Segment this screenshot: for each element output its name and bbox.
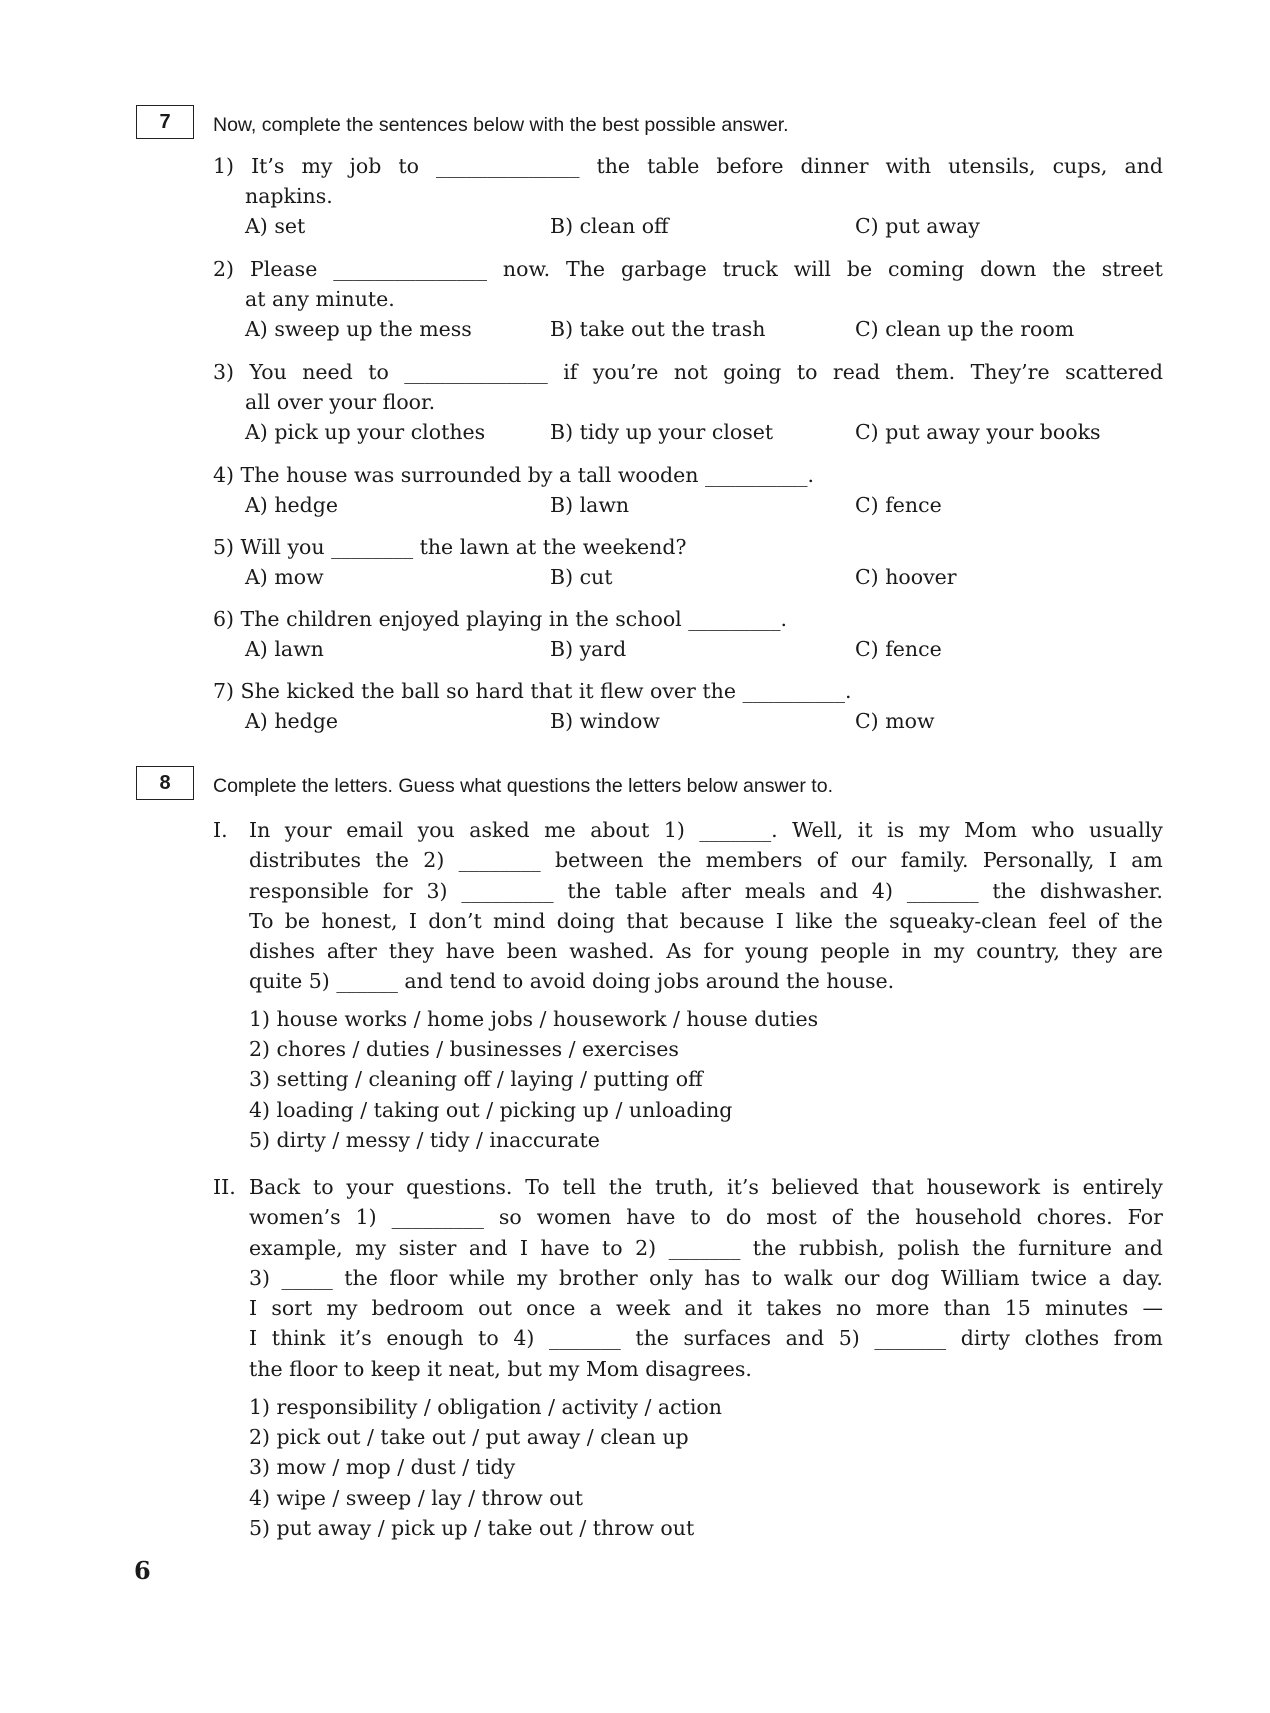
letter-word: housework bbox=[926, 1175, 1040, 1199]
answer-option: C) put away bbox=[855, 214, 980, 238]
letter-word: enough bbox=[386, 1326, 464, 1351]
letter-word: sort bbox=[271, 1296, 313, 1321]
question-word: not bbox=[673, 360, 708, 384]
answer-option: B) lawn bbox=[550, 493, 630, 517]
letter-word: that bbox=[871, 1175, 914, 1199]
letter-word: the bbox=[866, 1205, 901, 1230]
letter-word: For bbox=[1127, 1205, 1163, 1230]
question-line bbox=[213, 357, 1163, 387]
letter-word: that bbox=[626, 908, 669, 933]
word-choice-line: 5) dirty / messy / tidy / inaccurate bbox=[249, 1127, 600, 1152]
letter-word: twice bbox=[1031, 1265, 1088, 1290]
letter-word: after bbox=[326, 939, 377, 964]
letter-word: from bbox=[1113, 1326, 1163, 1351]
letter-word: our bbox=[844, 1265, 880, 1290]
letter-word: my bbox=[326, 1296, 358, 1321]
letter-word: the bbox=[635, 1326, 669, 1351]
letter-word: email bbox=[346, 818, 404, 842]
question-continuation: at any minute. bbox=[245, 287, 395, 311]
question-continuation: napkins. bbox=[245, 184, 333, 208]
answer-option: B) clean off bbox=[550, 214, 669, 238]
word-choice-line: 2) chores / duties / businesses / exercises bbox=[249, 1037, 679, 1062]
question-word: table bbox=[647, 154, 700, 178]
letter-word: I bbox=[408, 908, 417, 933]
letter-word: have bbox=[445, 939, 495, 964]
answer-option: A) mow bbox=[245, 565, 324, 589]
question-4 bbox=[213, 460, 1163, 520]
letter-word: ________ bbox=[458, 848, 541, 873]
exercise-8-instruction: Complete the letters. Guess what questions the letters below answer to. bbox=[213, 775, 833, 797]
letter-word: of bbox=[831, 1205, 852, 1230]
letter-word: 1) bbox=[355, 1205, 377, 1230]
letter-word: for bbox=[703, 939, 734, 964]
word-choice-line: 1) house works / home jobs / housework / house duties bbox=[249, 1007, 819, 1031]
letter-word: feel bbox=[1048, 908, 1087, 933]
letter-word: As bbox=[666, 939, 692, 964]
word-choice-line: 3) mow / mop / dust / tidy bbox=[249, 1455, 516, 1480]
letter-roman-numeral: II. bbox=[213, 1175, 236, 1199]
letter-word: chores. bbox=[1036, 1205, 1113, 1230]
letter-word: family. bbox=[900, 848, 969, 873]
letter-word: responsible bbox=[249, 878, 370, 903]
question-word: 2) bbox=[213, 257, 235, 281]
letter-word: squeaky-clean bbox=[889, 908, 1037, 933]
question-word: down bbox=[980, 257, 1037, 281]
letter-word: than bbox=[943, 1296, 991, 1321]
letter-word: of bbox=[1097, 908, 1118, 933]
letter-word: tell bbox=[562, 1175, 596, 1199]
letter-word: have bbox=[626, 1205, 676, 1230]
letter-word: my bbox=[355, 1235, 387, 1260]
word-choice-line: 3) setting / cleaning off / laying / putting off bbox=[249, 1067, 703, 1092]
letter-word: young bbox=[745, 939, 809, 964]
question-word: ______________ bbox=[435, 154, 580, 178]
answer-options bbox=[213, 417, 1163, 447]
question-word: you’re bbox=[592, 360, 659, 384]
letter-word: Personally, bbox=[982, 848, 1095, 873]
letter-word: have bbox=[540, 1235, 590, 1260]
letter-word: been bbox=[506, 939, 558, 964]
letter-word: distributes bbox=[249, 848, 362, 873]
letter-word: the bbox=[844, 908, 878, 933]
letter-word: it bbox=[857, 818, 873, 842]
letter-word: takes bbox=[766, 1296, 822, 1321]
letter-word: it’s bbox=[727, 1175, 759, 1199]
letter-word: _______ bbox=[906, 878, 979, 903]
word-choice-line: 4) wipe / sweep / lay / throw out bbox=[249, 1485, 583, 1510]
letter-word: 3) bbox=[249, 1265, 271, 1290]
letter-word: the bbox=[972, 1235, 1006, 1260]
question-word: truck bbox=[722, 257, 778, 281]
letter-word: 4) bbox=[871, 878, 893, 903]
answer-option: A) hedge bbox=[245, 709, 339, 733]
letter-word: they bbox=[1071, 939, 1117, 964]
letter-word: while bbox=[448, 1265, 505, 1290]
question-2 bbox=[213, 254, 1163, 344]
answer-option: C) fence bbox=[855, 637, 942, 661]
letter-word: me bbox=[544, 818, 576, 842]
question-5 bbox=[213, 532, 1163, 592]
letter-word: 1) bbox=[663, 818, 685, 842]
letter-word: mind bbox=[493, 908, 546, 933]
letter-word: minutes bbox=[1044, 1296, 1129, 1321]
question-word: The bbox=[566, 257, 606, 281]
letter-word: it’s bbox=[339, 1326, 372, 1351]
letter-word: and bbox=[684, 1296, 723, 1321]
answer-option: B) tidy up your closet bbox=[550, 420, 774, 444]
letter-word: most bbox=[766, 1205, 817, 1230]
letter-word: William bbox=[940, 1265, 1020, 1290]
answer-option: A) sweep up the mess bbox=[245, 317, 472, 341]
word-choice-line: 5) put away / pick up / take out / throw out bbox=[249, 1515, 695, 1540]
letter-word: _______ bbox=[668, 1235, 741, 1260]
letter-word: about bbox=[590, 818, 650, 842]
letter-word: and bbox=[1124, 1235, 1163, 1260]
question-word: You bbox=[249, 360, 287, 384]
question-word: 3) bbox=[213, 360, 235, 384]
letter-line bbox=[213, 1263, 1163, 1293]
letter-word: believed bbox=[771, 1175, 860, 1199]
question-line bbox=[213, 151, 1163, 181]
letter-word: household bbox=[915, 1205, 1022, 1230]
answer-options bbox=[213, 562, 1163, 592]
question-3 bbox=[213, 357, 1163, 447]
letter-word: 3) bbox=[426, 878, 448, 903]
letter-word: to bbox=[690, 1205, 711, 1230]
letter-word: women bbox=[536, 1205, 612, 1230]
exercise-8-number-box: 8 bbox=[136, 766, 194, 800]
question-word: 1) bbox=[213, 154, 235, 178]
question-word: cups, bbox=[1052, 154, 1108, 178]
letter-word: more bbox=[875, 1296, 930, 1321]
letter-word: for bbox=[382, 878, 413, 903]
question-word: It’s bbox=[251, 154, 285, 178]
letter-roman-numeral: I. bbox=[213, 818, 228, 842]
letter-word: polish bbox=[897, 1235, 960, 1260]
letter-word: are bbox=[1128, 939, 1163, 964]
letter-word: the bbox=[752, 1235, 787, 1260]
letter-word: _______ bbox=[549, 1326, 621, 1351]
answer-option: A) hedge bbox=[245, 493, 339, 517]
answer-option: B) window bbox=[550, 709, 660, 733]
letter-word: once bbox=[526, 1296, 576, 1321]
letter-word: dirty bbox=[960, 1326, 1011, 1351]
question-word: to bbox=[368, 360, 389, 384]
letter-word: table bbox=[614, 878, 668, 903]
question-line bbox=[213, 460, 1163, 490]
question-word: will bbox=[793, 257, 831, 281]
letter-word: be bbox=[284, 908, 311, 933]
question-text: 5) Will you ________ the lawn at the weekend? bbox=[213, 535, 687, 559]
letter-word: it bbox=[737, 1296, 752, 1321]
answer-option: C) put away your books bbox=[855, 420, 1101, 444]
letter-word: your bbox=[284, 818, 332, 842]
letter-word: 2) bbox=[423, 848, 445, 873]
question-word: before bbox=[716, 154, 784, 178]
question-word: and bbox=[1124, 154, 1163, 178]
answer-option: B) yard bbox=[550, 637, 627, 661]
letter-word: I bbox=[519, 1235, 528, 1260]
letter-word: _____ bbox=[281, 1265, 333, 1290]
letter-line bbox=[213, 1293, 1163, 1323]
letter-word: usually bbox=[1088, 818, 1163, 842]
word-choice-line: 1) responsibility / obligation / activity / action bbox=[249, 1395, 722, 1419]
answer-option: C) hoover bbox=[855, 565, 957, 589]
word-choice-line: 2) pick out / take out / put away / clean up bbox=[249, 1425, 689, 1450]
answer-option: B) take out the trash bbox=[550, 317, 766, 341]
letter-word: the bbox=[567, 878, 601, 903]
letter-word: entirely bbox=[1082, 1175, 1163, 1199]
letter-line bbox=[213, 1202, 1163, 1232]
letter-word: and bbox=[819, 878, 859, 903]
letter-word: people bbox=[820, 939, 890, 964]
letter-first-line-words bbox=[249, 815, 1163, 845]
letter-last-line: the floor to keep it neat, but my Mom disagrees. bbox=[249, 1356, 752, 1381]
letter-word: dog bbox=[890, 1265, 930, 1290]
letter-word: out bbox=[478, 1296, 512, 1321]
letter-word: Well, bbox=[792, 818, 844, 842]
question-text: 6) The children enjoyed playing in the school _________. bbox=[213, 607, 788, 631]
letter-first-line-words bbox=[249, 1172, 1163, 1202]
page-number: 6 bbox=[134, 1556, 151, 1585]
question-line bbox=[213, 254, 1163, 284]
letter-word: and bbox=[785, 1326, 825, 1351]
answer-options bbox=[213, 314, 1163, 344]
question-text: 7) She kicked the ball so hard that it flew over the __________. bbox=[213, 679, 852, 703]
question-word: dinner bbox=[800, 154, 869, 178]
letter-word: _______ bbox=[874, 1326, 947, 1351]
letter-last-line: quite 5) ______ and tend to avoid doing jobs around the house. bbox=[249, 969, 895, 994]
answer-option: C) clean up the room bbox=[855, 317, 1075, 341]
letter-word: the bbox=[1129, 908, 1163, 933]
letter-word: to bbox=[602, 1235, 623, 1260]
letter-word: the bbox=[608, 1175, 643, 1199]
question-word: to bbox=[796, 360, 818, 384]
answer-option: A) lawn bbox=[245, 637, 324, 661]
letter-word: members bbox=[705, 848, 803, 873]
question-text: 4) The house was surrounded by a tall wooden __________. bbox=[213, 463, 815, 487]
exercise-7-instruction: Now, complete the sentences below with the best possible answer. bbox=[213, 114, 789, 136]
letter-word: example, bbox=[249, 1235, 343, 1260]
letter-word: think bbox=[271, 1326, 326, 1351]
letter-word: you bbox=[417, 818, 455, 842]
question-word: coming bbox=[888, 257, 965, 281]
answer-option: A) set bbox=[245, 214, 306, 238]
letter-word: my bbox=[516, 1265, 548, 1290]
letter-word: questions. bbox=[406, 1175, 513, 1199]
answer-option: A) pick up your clothes bbox=[245, 420, 486, 444]
question-word: to bbox=[398, 154, 419, 178]
letter-word: asked bbox=[469, 818, 530, 842]
answer-options bbox=[213, 211, 1163, 241]
letter-line bbox=[213, 1323, 1163, 1353]
letter-word: 15 bbox=[1004, 1296, 1031, 1321]
letter-word: To bbox=[249, 908, 274, 933]
question-1 bbox=[213, 151, 1163, 241]
letter-word: 4) bbox=[513, 1326, 535, 1351]
question-line bbox=[213, 604, 1163, 634]
question-line bbox=[213, 532, 1163, 562]
letter-word: the bbox=[375, 848, 409, 873]
letter-word: Back bbox=[249, 1175, 301, 1199]
letter-word: who bbox=[1031, 818, 1075, 842]
question-word: if bbox=[563, 360, 578, 384]
letter-word: I bbox=[1108, 848, 1117, 873]
letter-word: bedroom bbox=[371, 1296, 464, 1321]
letter-word: 2) bbox=[635, 1235, 657, 1260]
letter-line bbox=[213, 936, 1163, 966]
question-word: utensils, bbox=[948, 154, 1036, 178]
letter-line bbox=[213, 1172, 1163, 1202]
letter-word: our bbox=[851, 848, 887, 873]
letter-word: Mom bbox=[964, 818, 1017, 842]
answer-options bbox=[213, 706, 1163, 736]
answer-options bbox=[213, 634, 1163, 664]
question-6 bbox=[213, 604, 1163, 664]
letter-word: a bbox=[589, 1296, 602, 1321]
letter-word: am bbox=[1131, 848, 1163, 873]
letter-word: to bbox=[751, 1265, 773, 1290]
question-continuation: all over your floor. bbox=[245, 390, 436, 414]
letter-word: women’s bbox=[249, 1205, 341, 1230]
letter-word: honest, bbox=[321, 908, 398, 933]
letter-line bbox=[213, 845, 1163, 875]
question-word: job bbox=[349, 154, 382, 178]
question-word: them. bbox=[895, 360, 956, 384]
letter-word: sister bbox=[398, 1235, 457, 1260]
letter-word: do bbox=[725, 1205, 752, 1230]
letter-word: of bbox=[816, 848, 837, 873]
letter-word: and bbox=[468, 1235, 508, 1260]
exercise-7-number-box: 7 bbox=[136, 105, 194, 139]
letter-word: only bbox=[649, 1265, 693, 1290]
question-word: scattered bbox=[1065, 360, 1163, 384]
letter-word: the bbox=[992, 878, 1026, 903]
letter-word: I bbox=[249, 1326, 258, 1351]
letter-word: to bbox=[312, 1175, 334, 1199]
letter-word: In bbox=[249, 818, 271, 842]
letter-word: country, bbox=[976, 939, 1060, 964]
question-word: the bbox=[1052, 257, 1086, 281]
letter-word: your bbox=[346, 1175, 394, 1199]
letter-word: they bbox=[388, 939, 434, 964]
letter-word: dishwasher. bbox=[1039, 878, 1163, 903]
question-word: going bbox=[723, 360, 782, 384]
letter-word: — bbox=[1142, 1296, 1163, 1321]
word-choice-line: 4) loading / taking out / picking up / unloading bbox=[249, 1097, 733, 1122]
question-word: my bbox=[301, 154, 333, 178]
question-word: garbage bbox=[620, 257, 707, 281]
question-word: ______________ bbox=[404, 360, 548, 384]
question-word: now. bbox=[502, 257, 551, 281]
letter-word: truth, bbox=[655, 1175, 715, 1199]
letter-word: 5) bbox=[838, 1326, 860, 1351]
letter-word: no bbox=[835, 1296, 862, 1321]
answer-option: C) fence bbox=[855, 493, 942, 517]
question-word: _______________ bbox=[333, 257, 487, 281]
letter-word: brother bbox=[558, 1265, 638, 1290]
question-word: street bbox=[1101, 257, 1163, 281]
letter-word: furniture bbox=[1018, 1235, 1112, 1260]
letter-word: _________ bbox=[461, 878, 554, 903]
letter-line bbox=[213, 906, 1163, 936]
letter-word: week bbox=[615, 1296, 671, 1321]
letter-word: surfaces bbox=[683, 1326, 771, 1351]
letter-word: the bbox=[657, 848, 692, 873]
question-word: They’re bbox=[970, 360, 1050, 384]
letter-word: a bbox=[1098, 1265, 1111, 1290]
question-word: read bbox=[832, 360, 881, 384]
letter-two-choices bbox=[249, 1392, 722, 1543]
letter-word: dishes bbox=[249, 939, 316, 964]
question-line bbox=[213, 676, 1163, 706]
letter-word: don’t bbox=[428, 908, 482, 933]
answer-option: C) mow bbox=[855, 709, 935, 733]
answer-options bbox=[213, 490, 1163, 520]
letter-word: walk bbox=[783, 1265, 833, 1290]
letter-word: has bbox=[704, 1265, 741, 1290]
letter-word: day. bbox=[1122, 1265, 1163, 1290]
letter-word: I bbox=[249, 1296, 258, 1321]
letter-word: in bbox=[901, 939, 922, 964]
letter-word: between bbox=[555, 848, 644, 873]
letter-word: _______. bbox=[699, 818, 778, 842]
letter-word: is bbox=[887, 818, 905, 842]
question-word: Please bbox=[249, 257, 318, 281]
question-7 bbox=[213, 676, 1163, 736]
letter-word: washed. bbox=[569, 939, 655, 964]
letter-word: floor bbox=[389, 1265, 438, 1290]
letter-word: after bbox=[680, 878, 731, 903]
letter-word: the bbox=[344, 1265, 378, 1290]
letter-one bbox=[213, 815, 1163, 997]
question-word: the bbox=[596, 154, 631, 178]
letter-word: my bbox=[933, 939, 965, 964]
letter-word: _________ bbox=[391, 1205, 484, 1230]
letter-line bbox=[213, 876, 1163, 906]
letter-word: is bbox=[1052, 1175, 1070, 1199]
letter-word: I bbox=[775, 908, 784, 933]
letter-two bbox=[213, 1172, 1163, 1384]
letter-word: my bbox=[918, 818, 950, 842]
letter-word: to bbox=[478, 1326, 499, 1351]
letter-word: so bbox=[498, 1205, 522, 1230]
letter-word: meals bbox=[744, 878, 806, 903]
letter-word: To bbox=[525, 1175, 550, 1199]
letter-word: clothes bbox=[1024, 1326, 1100, 1351]
letter-one-choices bbox=[249, 1004, 818, 1155]
answer-option: B) cut bbox=[550, 565, 613, 589]
question-word: with bbox=[885, 154, 932, 178]
letter-word: like bbox=[795, 908, 833, 933]
letter-line bbox=[213, 1233, 1163, 1263]
letter-word: doing bbox=[556, 908, 616, 933]
question-word: be bbox=[846, 257, 873, 281]
letter-line bbox=[213, 815, 1163, 845]
question-word: need bbox=[302, 360, 353, 384]
letter-word: rubbish, bbox=[798, 1235, 885, 1260]
letter-word: because bbox=[679, 908, 765, 933]
